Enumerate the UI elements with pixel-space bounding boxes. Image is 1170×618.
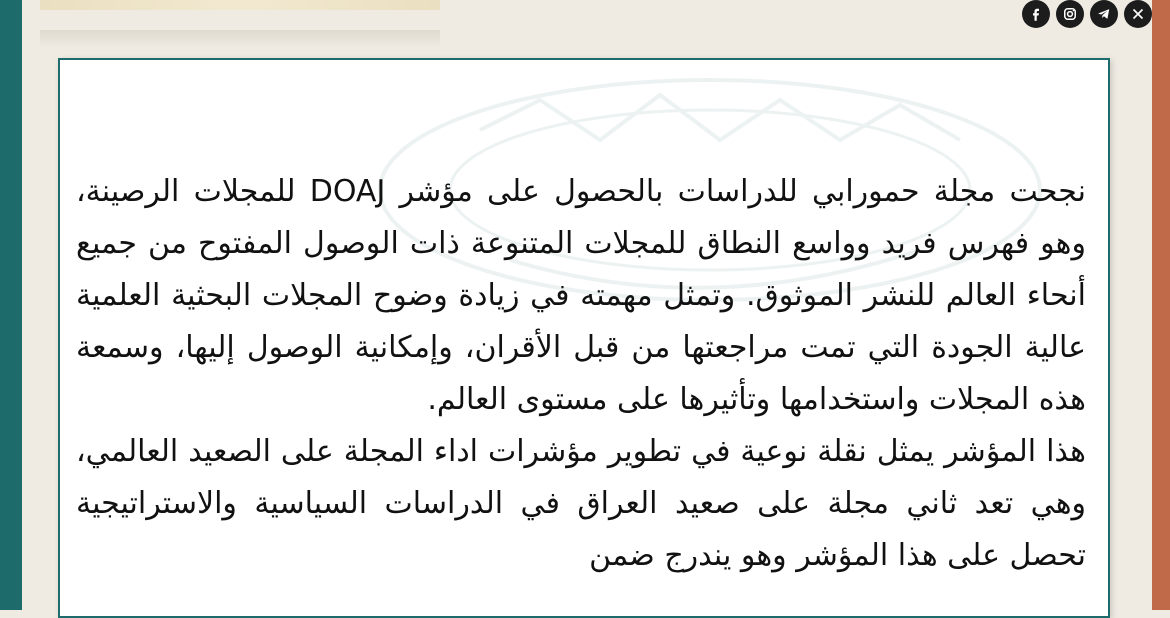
article-body [76,166,1086,582]
left-decorative-band [0,0,22,610]
right-decorative-band [1152,0,1170,610]
top-decorative-strip [40,0,440,10]
article-paragraph-1: نجحت مجلة حمورابي للدراسات بالحصول على مؤشر DOAJ للمجلات الرصينة، وهو فهرس فريد وواسع النطاق للمجلات المتنوعة ذات الوصول المفتوح من جميع أنحاء العالم للنشر الموثوق. وتمثل مهمته في زيادة وضوح المجلات البحثية العلمية عالية الجودة التي تمت مراجعتها من قبل الأقران، وإمكانية الوصول إليها، وسمعة هذه المجلات واستخدامها وتأثيرها على مستوى العالم. [76,174,1086,417]
x-icon[interactable] [1124,0,1152,28]
facebook-icon[interactable] [1022,0,1050,28]
instagram-icon[interactable] [1056,0,1084,28]
social-icons-bar [1022,0,1152,28]
article-paragraph-2: هذا المؤشر يمثل نقلة نوعية في تطوير مؤشرات اداء المجلة على الصعيد العالمي، وهي تعد ثاني مجلة على صعيد العراق في الدراسات السياسية والاستراتيجية تحصل على هذا المؤشر وهو يندرج ضمن [76,434,1086,573]
telegram-icon[interactable] [1090,0,1118,28]
top-shadow-strip [40,30,440,48]
